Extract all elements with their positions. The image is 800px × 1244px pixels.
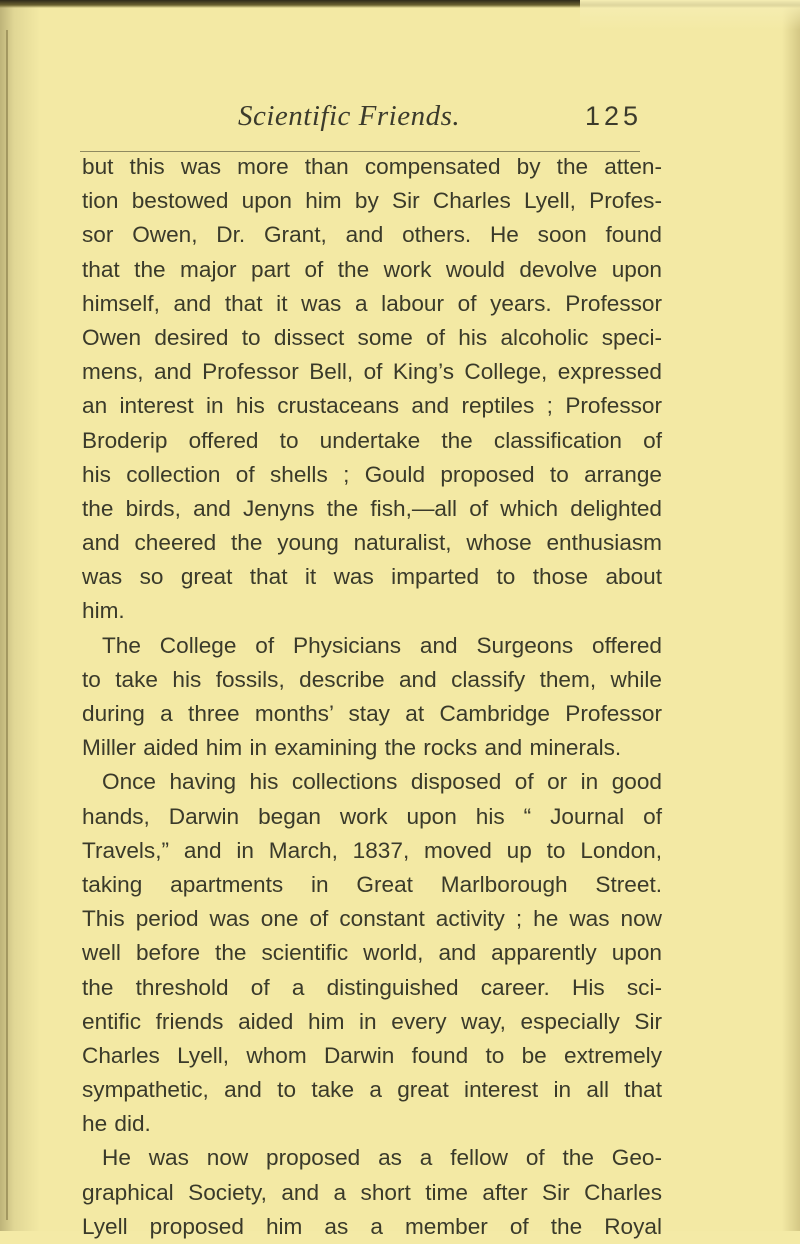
text-line: He was now proposed as a fellow of the Geo- [102, 1145, 662, 1171]
text-line: Miller aided him in examining the rocks and minerals. [82, 735, 622, 761]
text-line: Owen desired to dissect some of his alcoholic speci- [82, 324, 662, 350]
text-line: was so great that it was imparted to those about [82, 564, 662, 590]
text-line: well before the scientific world, and apparently upon [82, 940, 662, 966]
text-line: an interest in his crustaceans and reptiles ; Professor [82, 393, 662, 419]
text-line: but this was more than compensated by the atten- [82, 154, 662, 179]
text-line: during a three months’ stay at Cambridge Professor [82, 701, 662, 726]
text-line: he did. [82, 1111, 151, 1137]
text-line: sympathetic, and to take a great interest in all that [82, 1077, 662, 1103]
text-line: him. [82, 598, 125, 624]
text-line: graphical Society, and a short time after Sir Charles [82, 1179, 662, 1205]
text-line: mens, and Professor Bell, of King’s College, expressed [82, 359, 662, 385]
text-line: taking apartments in Great Marlborough Street. [82, 871, 662, 897]
text-line: his collection of shells ; Gould proposed to arrange [82, 461, 662, 487]
text-line: himself, and that it was a labour of years. Professor [82, 290, 662, 316]
running-title: Scientific Friends. [238, 100, 461, 132]
text-line: tion bestowed upon him by Sir Charles Lyell, Profes- [82, 188, 662, 214]
text-line: Travels,” and in March, 1837, moved up to London, [82, 837, 662, 863]
text-line: entific friends aided him in every way, especially Sir [82, 1008, 662, 1034]
text-line: The College of Physicians and Surgeons offered [102, 632, 662, 658]
text-line: the birds, and Jenyns the fish,—all of which delighted [82, 495, 662, 521]
text-line: Charles Lyell, whom Darwin found to be extremely [82, 1042, 662, 1068]
page-number: 125 [585, 101, 643, 131]
text-line: that the major part of the work would devolve upon [82, 256, 662, 282]
text-line: Once having his collections disposed of or in good [102, 769, 662, 795]
text-line: to take his fossils, describe and classify them, while [82, 666, 662, 692]
binding-edge [6, 30, 8, 1220]
text-line: This period was one of constant activity ; he was now [82, 906, 662, 932]
page-top-highlight [580, 0, 800, 30]
body-text [82, 150, 662, 1244]
page-header [0, 100, 800, 140]
text-line: and cheered the young naturalist, whose enthusiasm [82, 530, 662, 556]
text-line: Lyell proposed him as a member of the Royal [82, 1213, 662, 1239]
text-line: sor Owen, Dr. Grant, and others. He soon found [82, 222, 662, 248]
text-line: hands, Darwin began work upon his “ Journal of [82, 803, 662, 829]
text-line: Broderip offered to undertake the classification of [82, 427, 662, 453]
text-line: the threshold of a distinguished career. His sci- [82, 974, 662, 1000]
